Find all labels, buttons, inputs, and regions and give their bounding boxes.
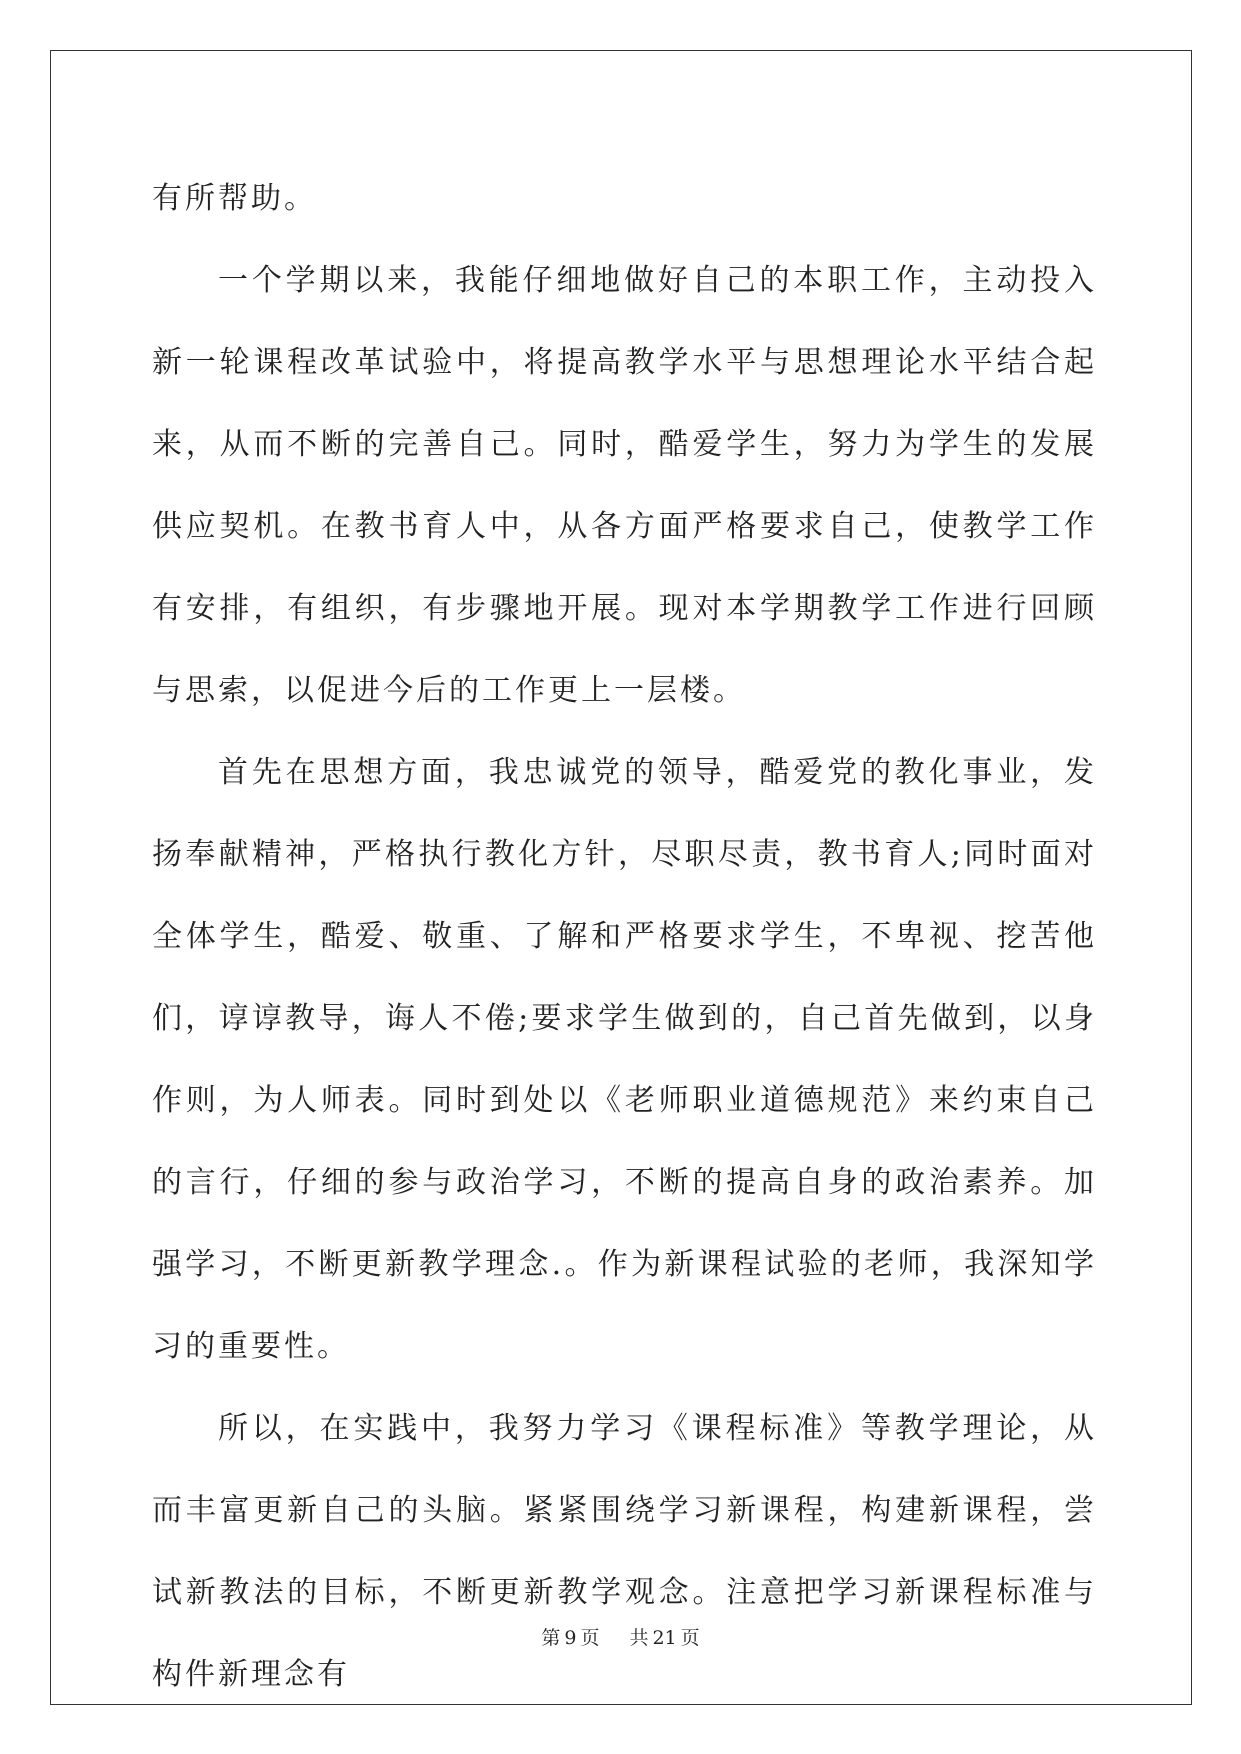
paragraph: 有所帮助。 [152, 181, 317, 216]
paragraph: 首先在思想方面，我忠诚党的领导，酷爱党的教化事业，发扬奉献精神，严格执行教化方针，尽职尽责，教书育人;同时面对全体学生，酷爱、敬重、了解和严格要求学生，不卑视、挖苦他们，谆谆教导，诲人不倦;要求学生做到的，自己首先做到，以身作则，为人师表。同时到处以《老师职业道德规范》来约束自己的言行，仔细的参与政治学习，不断的提高自身的政治素养。加强学习，不断更新教学理念.。作为新课程试验的老师，我深知学习的重要性。 [152, 755, 1097, 1364]
page-number: 9 [564, 1627, 577, 1649]
document-body [152, 158, 1097, 1716]
page-label-suffix: 页 [580, 1627, 600, 1649]
page-label-prefix: 第 [541, 1627, 561, 1649]
total-label-prefix: 共 [629, 1627, 649, 1649]
total-pages: 21 [652, 1627, 677, 1649]
paragraph: 所以，在实践中，我努力学习《课程标准》等教学理论，从而丰富更新自己的头脑。紧紧围绕学习新课程，构建新课程，尝试新教法的目标，不断更新教学观念。注意把学习新课程标准与构件新理念有 [152, 1411, 1097, 1692]
total-label-suffix: 页 [680, 1627, 700, 1649]
paragraph: 一个学期以来，我能仔细地做好自己的本职工作，主动投入新一轮课程改革试验中，将提高教学水平与思想理论水平结合起来，从而不断的完善自己。同时，酷爱学生，努力为学生的发展供应契机。在教书育人中，从各方面严格要求自己，使教学工作有安排，有组织，有步骤地开展。现对本学期教学工作进行回顾与思索，以促进今后的工作更上一层楼。 [152, 263, 1097, 708]
page-footer [0, 1623, 1241, 1650]
